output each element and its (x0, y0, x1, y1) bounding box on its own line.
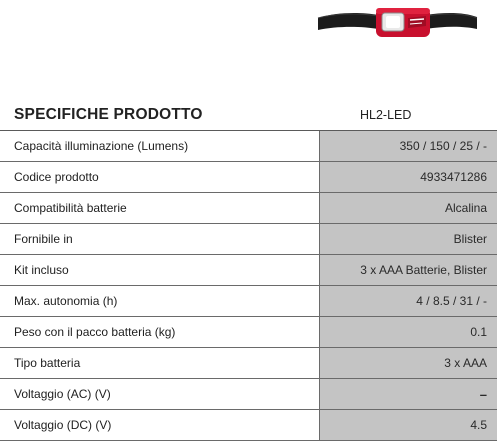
table-row (0, 224, 497, 255)
spec-model: HL2-LED (360, 108, 412, 122)
table-row (0, 379, 497, 410)
spec-label: Voltaggio (AC) (V) (0, 379, 320, 410)
spec-label: Voltaggio (DC) (V) (0, 410, 320, 441)
spec-title: SPECIFICHE PRODOTTO (14, 106, 203, 123)
table-row (0, 255, 497, 286)
spec-label: Capacità illuminazione (Lumens) (0, 131, 320, 162)
product-image (316, 4, 479, 40)
headlamp-icon (316, 4, 479, 40)
table-row (0, 286, 497, 317)
spec-label: Fornibile in (0, 224, 320, 255)
spec-value: 350 / 150 / 25 / - (320, 131, 497, 162)
spec-value: 3 x AAA (320, 348, 497, 379)
spec-value: Alcalina (320, 193, 497, 224)
spec-label: Max. autonomia (h) (0, 286, 320, 317)
table-row (0, 162, 497, 193)
spec-label: Codice prodotto (0, 162, 320, 193)
spec-value: 0.1 (320, 317, 497, 348)
spec-value: 4.5 (320, 410, 497, 441)
table-row (0, 410, 497, 441)
table-row (0, 348, 497, 379)
spec-label: Compatibilità batterie (0, 193, 320, 224)
table-row (0, 131, 497, 162)
spec-label: Peso con il pacco batteria (kg) (0, 317, 320, 348)
spec-label: Tipo batteria (0, 348, 320, 379)
spec-value: 4933471286 (320, 162, 497, 193)
table-row (0, 193, 497, 224)
spec-value: – (320, 379, 497, 410)
spec-table (0, 131, 497, 441)
spec-label: Kit incluso (0, 255, 320, 286)
spec-value: 4 / 8.5 / 31 / - (320, 286, 497, 317)
table-row (0, 317, 497, 348)
spec-value: Blister (320, 224, 497, 255)
spec-value: 3 x AAA Batterie, Blister (320, 255, 497, 286)
spec-header (0, 100, 497, 131)
